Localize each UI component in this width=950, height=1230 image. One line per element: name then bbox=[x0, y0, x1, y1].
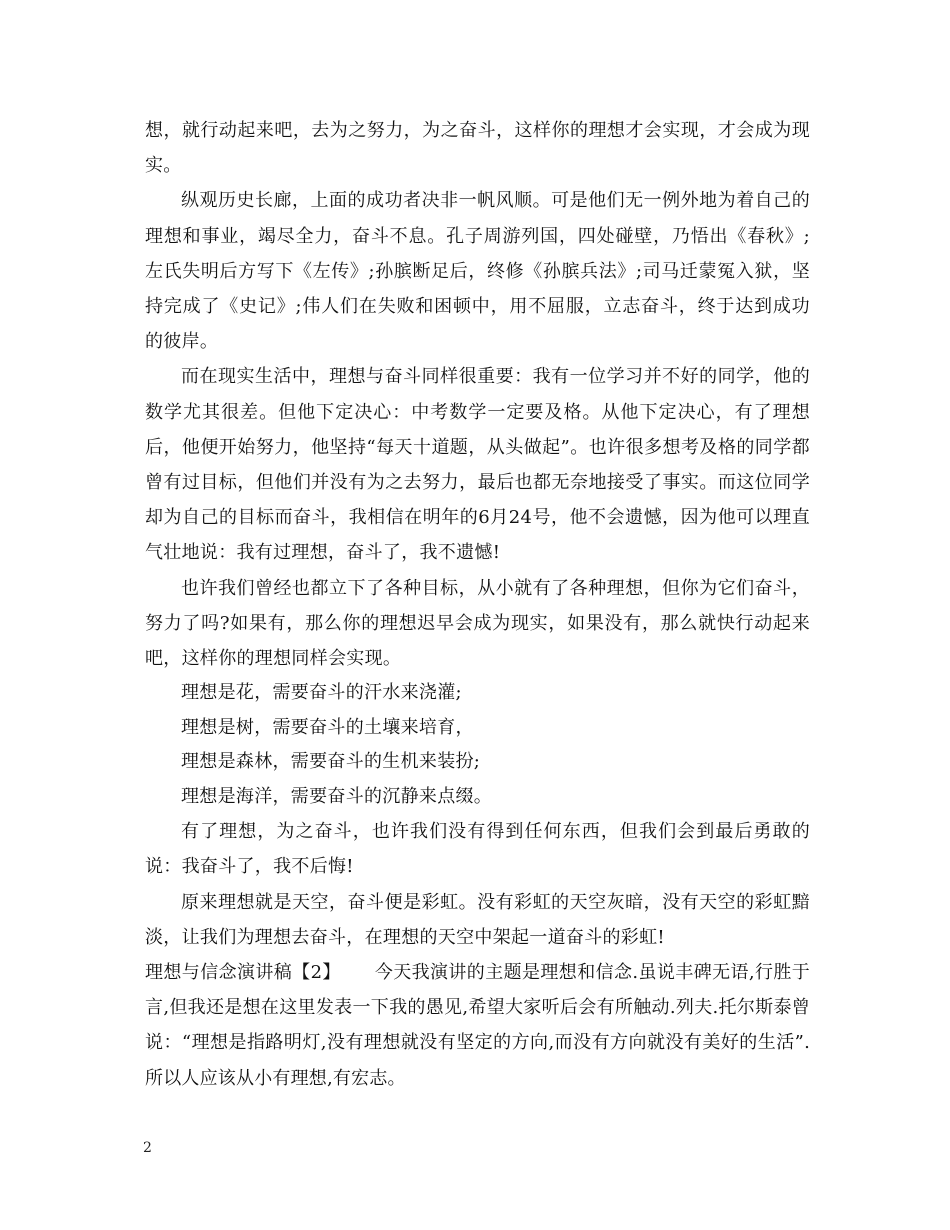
speech-section bbox=[145, 955, 810, 1096]
verse-line-forest: 理想是森林，需要奋斗的生机来装扮; bbox=[181, 751, 481, 773]
speech-heading: 理想与信念演讲稿【2】 bbox=[145, 962, 341, 984]
paragraph-goals: 也许我们曾经也都立下了各种目标，从小就有了各种理想，但你为它们奋斗，努力了吗?如果有，那么你的理想迟早会成为现实，如果没有，那么就快行动起来吧，这样你的理想同样会实现。 bbox=[145, 577, 810, 670]
paragraph-rainbow: 原来理想就是天空，奋斗便是彩虹。没有彩虹的天空灰暗，没有天空的彩虹黯淡，让我们为理想去奋斗，在理想的天空中架起一道奋斗的彩虹! bbox=[145, 891, 810, 948]
verse-line-flower: 理想是花，需要奋斗的汗水来浇灌; bbox=[181, 682, 462, 704]
document-body bbox=[145, 113, 810, 1096]
paragraph-continuation: 想，就行动起来吧，去为之努力，为之奋斗，这样你的理想才会实现，才会成为现实。 bbox=[145, 120, 810, 177]
paragraph-no-regret: 有了理想，为之奋斗，也许我们没有得到任何东西，但我们会到最后勇敢的说：我奋斗了，我不后悔! bbox=[145, 821, 810, 878]
page-number: 2 bbox=[143, 1140, 152, 1156]
speech-body: 今天我演讲的主题是理想和信念.虽说丰碑无语,行胜于言,但我还是想在这里发表一下我的愚见,希望大家听后会有所触动.列夫.托尔斯泰曾说：“理想是指路明灯,没有理想就没有坚定的方向,而没有方向就没有美好的生活”.所以人应该从小有理想,有宏志。 bbox=[145, 962, 810, 1089]
verse-line-ocean: 理想是海洋，需要奋斗的沉静来点缀。 bbox=[181, 785, 493, 807]
verse-line-tree: 理想是树，需要奋斗的土壤来培育， bbox=[181, 716, 474, 738]
paragraph-history: 纵观历史长廊，上面的成功者决非一帆风顺。可是他们无一例外地为着自己的理想和事业，竭尽全力，奋斗不息。孔子周游列国，四处碰壁，乃悟出《春秋》;左氏失明后方写下《左传》;孙膑断足后，终修《孙膑兵法》;司马迁蒙冤入狱，坚持完成了《史记》;伟人们在失败和困顿中，用不屈服，立志奋斗，终于达到成功的彼岸。 bbox=[145, 190, 810, 353]
paragraph-classmate: 而在现实生活中，理想与奋斗同样很重要：我有一位学习并不好的同学，他的数学尤其很差。但他下定决心：中考数学一定要及格。从他下定决心，有了理想后，他便开始努力，他坚持“每天十道题，从头做起”。也许很多想考及格的同学都曾有过目标，但他们并没有为之去努力，最后也都无奈地接受了事实。而这位同学却为自己的目标而奋斗，我相信在明年的6月24号，他不会遗憾，因为他可以理直气壮地说：我有过理想，奋斗了，我不遗憾! bbox=[145, 366, 810, 564]
